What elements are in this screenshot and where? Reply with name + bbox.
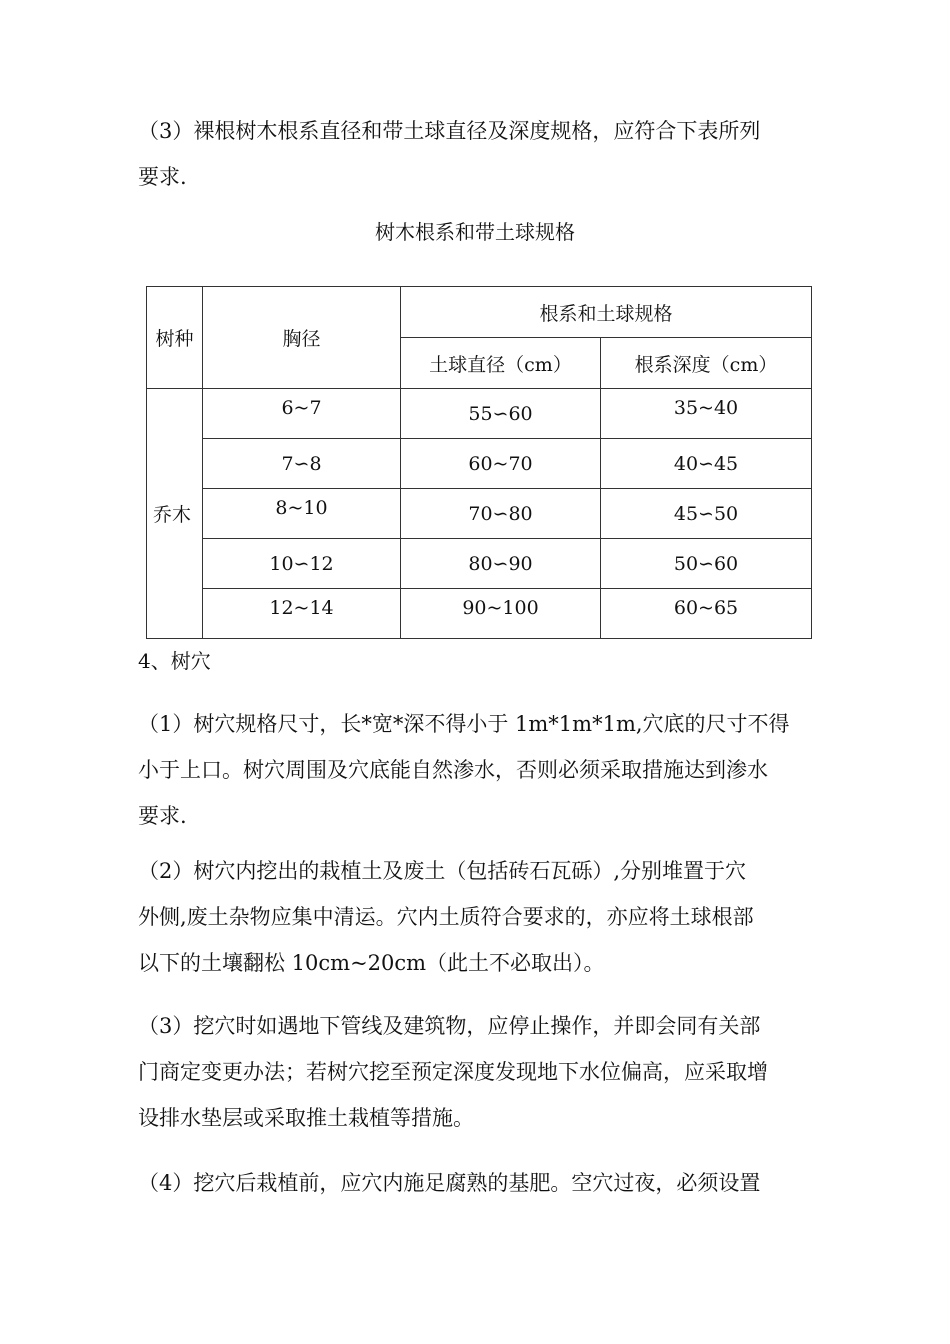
depth-cell	[601, 539, 812, 589]
depth-value: 50∽60	[673, 552, 739, 575]
header-spec-group: 根系和土球规格	[401, 287, 812, 338]
section-heading: 4、树穴	[138, 649, 211, 673]
ball-cell	[401, 439, 601, 489]
paragraph-4-line-1: （4）挖穴后栽植前，应穴内施足腐熟的基肥。空穴过夜，必须设置	[138, 1171, 761, 1195]
paragraph-3-line-2: 门商定变更办法；若树穴挖至预定深度发现地下水位偏高，应采取增	[138, 1060, 768, 1084]
depth-cell	[601, 489, 812, 539]
intro-paragraph	[138, 108, 818, 200]
paragraph-3-line-1: （3）挖穴时如遇地下管线及建筑物，应停止操作，并即会同有关部	[138, 1014, 761, 1038]
paragraph-2-line-1: （2）树穴内挖出的栽植土及废土（包括砖石瓦砾）,分别堆置于穴	[138, 859, 747, 883]
intro-line-2: 要求.	[138, 165, 187, 189]
ball-value: 80∽90	[468, 552, 533, 575]
depth-value: 60~65	[673, 596, 739, 619]
ball-cell	[401, 539, 601, 589]
table-row	[147, 489, 812, 539]
chest-cell	[203, 389, 401, 439]
header-ball-diameter: 土球直径（cm）	[401, 338, 601, 389]
intro-line-1: （3）裸根树木根系直径和带土球直径及深度规格，应符合下表所列	[138, 119, 761, 143]
paragraph-1-line-3: 要求.	[138, 804, 187, 828]
depth-value: 40∽45	[673, 452, 739, 475]
paragraph-1	[138, 701, 818, 839]
table-header-row	[147, 287, 812, 338]
chest-cell	[203, 439, 401, 489]
chest-cell	[203, 539, 401, 589]
ball-value: 90~100	[462, 596, 539, 619]
spec-table	[146, 286, 812, 639]
depth-cell	[601, 589, 812, 639]
ball-cell	[401, 489, 601, 539]
paragraph-2	[138, 848, 818, 986]
table-row	[147, 389, 812, 439]
depth-value: 35~40	[673, 396, 739, 419]
paragraph-4	[138, 1160, 818, 1206]
chest-value: 7∽8	[281, 452, 322, 475]
paragraph-2-line-3: 以下的土壤翻松 10cm~20cm（此土不必取出）。	[138, 951, 605, 975]
paragraph-3	[138, 1003, 818, 1141]
table-row	[147, 589, 812, 639]
species-cell: 乔木	[147, 389, 203, 639]
ball-value: 60~70	[468, 452, 533, 475]
chest-value: 8~10	[275, 496, 328, 519]
header-root-depth: 根系深度（cm）	[601, 338, 812, 389]
chest-value: 10∽12	[269, 552, 334, 575]
paragraph-1-line-1: （1）树穴规格尺寸，长*宽*深不得小于 1m*1m*1m,穴底的尺寸不得	[138, 712, 790, 736]
paragraph-3-line-3: 设排水垫层或采取推土栽植等措施。	[138, 1106, 474, 1130]
header-chest-diameter: 胸径	[203, 287, 401, 389]
table-row	[147, 439, 812, 489]
paragraph-1-line-2: 小于上口。树穴周围及穴底能自然渗水，否则必须采取措施达到渗水	[138, 758, 768, 782]
depth-value: 45∽50	[673, 502, 739, 525]
chest-cell	[203, 589, 401, 639]
ball-cell	[401, 389, 601, 439]
table-row	[147, 539, 812, 589]
chest-cell	[203, 489, 401, 539]
ball-value: 70∽80	[468, 502, 533, 525]
paragraph-2-line-2: 外侧,废土杂物应集中清运。穴内土质符合要求的，亦应将土球根部	[138, 905, 754, 929]
ball-cell	[401, 589, 601, 639]
depth-cell	[601, 439, 812, 489]
chest-value: 6~7	[281, 396, 322, 419]
depth-cell	[601, 389, 812, 439]
header-species: 树种	[147, 287, 203, 389]
chest-value: 12~14	[269, 596, 334, 619]
ball-value: 55∽60	[468, 402, 533, 425]
table-caption: 树木根系和带土球规格	[375, 220, 575, 244]
